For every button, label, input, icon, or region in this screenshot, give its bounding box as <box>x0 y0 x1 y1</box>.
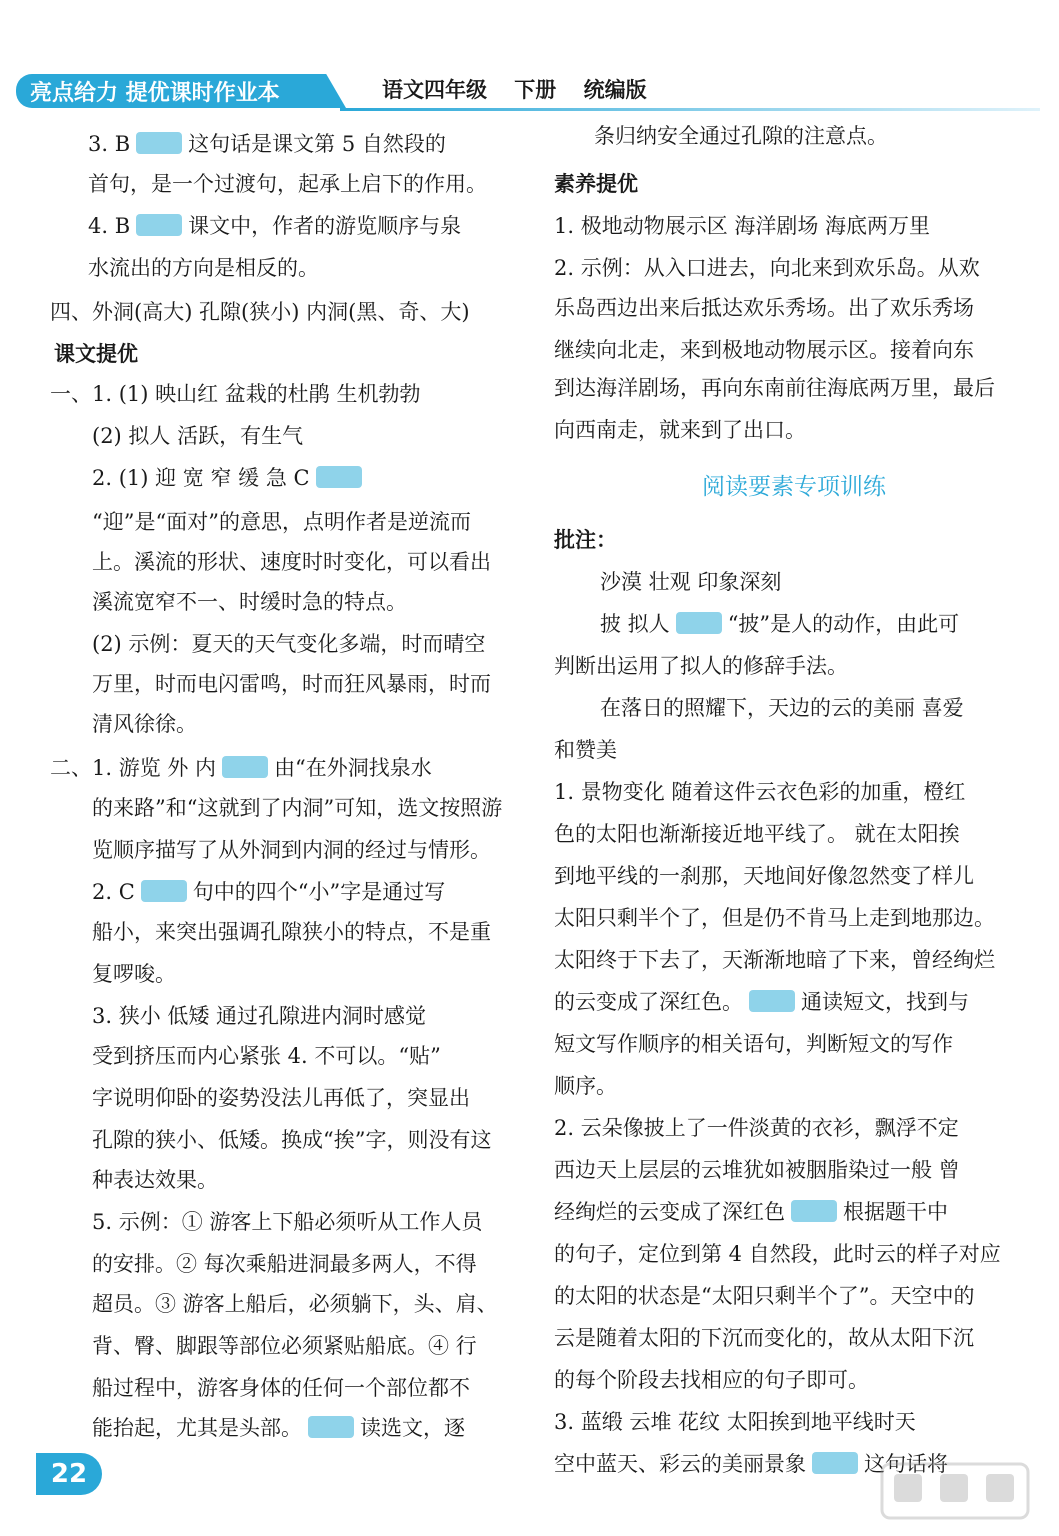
left-line <box>92 1002 426 1030</box>
answer-text: 能抬起，尤其是头部。 <box>92 1416 302 1440</box>
right-line <box>554 1324 974 1352</box>
right-line <box>554 1366 869 1394</box>
right-line <box>554 736 617 764</box>
answer-text: 这句话将 <box>864 1452 948 1476</box>
answer-text: 西边天上层层的云堆犹如被胭脂染过一般 曾 <box>554 1158 960 1182</box>
analysis-tag <box>316 466 362 488</box>
answer-text: 5. 示例：① 游客上下船必须听从工作人员 <box>92 1210 483 1234</box>
answer-text: 首句，是一个过渡句，起承上启下的作用。 <box>88 172 487 196</box>
right-line <box>554 212 930 240</box>
left-line <box>88 170 487 198</box>
brand-title: 亮点给力 提优课时作业本 <box>30 81 280 106</box>
answer-text: 在落日的照耀下，天边的云的美丽 喜爱 <box>600 696 964 720</box>
section-heading: 素养提优 <box>554 172 638 196</box>
left-line <box>92 464 368 492</box>
answer-text: 4. B <box>88 214 131 238</box>
answer-text: 背、臀、脚跟等部位必须紧贴船底。④ 行 <box>92 1334 477 1358</box>
right-line <box>554 778 965 806</box>
left-line <box>92 1166 218 1194</box>
answer-text: 向西南走，就来到了出口。 <box>554 418 806 442</box>
left-line <box>92 548 491 576</box>
answer-text: 1. 极地动物展示区 海洋剧场 海底两万里 <box>554 214 931 238</box>
right-line <box>554 1156 960 1184</box>
header-rule <box>340 108 1040 111</box>
right-line <box>554 1030 953 1058</box>
right-line <box>554 1114 959 1142</box>
left-line <box>54 340 138 368</box>
answer-text: 2. 云朵像披上了一件淡黄的衣衫，飘浮不定 <box>554 1116 959 1140</box>
left-line <box>92 422 303 450</box>
left-line <box>50 298 470 326</box>
analysis-tag <box>791 1200 837 1222</box>
left-line <box>92 918 491 946</box>
answer-text: 云是随着太阳的下沉而变化的，故从太阳下沉 <box>554 1326 974 1350</box>
answer-text: 孔隙的狭小、低矮。换成“挨”字，则没有这 <box>92 1128 492 1152</box>
right-line <box>554 170 638 198</box>
right-line <box>554 988 969 1016</box>
left-line <box>88 254 319 282</box>
left-line <box>92 1042 441 1070</box>
answer-text: 顺序。 <box>554 1074 617 1098</box>
answer-text: 的安排。② 每次乘船进洞最多两人，不得 <box>92 1252 477 1276</box>
answer-text: (2) 示例：夏天的天气变化多端，时而晴空 <box>92 632 486 656</box>
answer-text: 船小，来突出强调孔隙狭小的特点，不是重 <box>92 920 491 944</box>
answer-text: 的句子，定位到第 4 自然段，此时云的样子对应 <box>554 1242 1001 1266</box>
answer-text: 船过程中，游客身体的任何一个部位都不 <box>92 1376 470 1400</box>
answer-text: 继续向北走，来到极地动物展示区。接着向东 <box>554 338 974 362</box>
answer-text: 上。溪流的形状、速度时时变化，可以看出 <box>92 550 491 574</box>
right-line <box>554 652 848 680</box>
answer-text: 沙漠 壮观 印象深刻 <box>600 570 782 594</box>
left-line <box>92 878 445 906</box>
right-line <box>554 1408 916 1436</box>
right-line <box>554 820 960 848</box>
analysis-tag <box>676 612 722 634</box>
left-line <box>92 588 407 616</box>
answer-text: 太阳只剩半个了，但是仍不肯马上走到地那边。 <box>554 906 995 930</box>
answer-text: 乐岛西边出来后抵达欢乐秀场。出了欢乐秀场 <box>554 296 974 320</box>
analysis-tag <box>136 214 182 236</box>
left-line <box>92 794 502 822</box>
answer-text: 复啰唆。 <box>92 962 176 986</box>
analysis-tag <box>749 990 795 1012</box>
answer-text: 3. 狭小 低矮 通过孔隙进内洞时感觉 <box>92 1004 427 1028</box>
answer-text: 课文中，作者的游览顺序与泉 <box>188 214 462 238</box>
answer-text: 由“在外洞找泉水 <box>274 756 432 780</box>
analysis-tag <box>812 1452 858 1474</box>
right-line <box>554 1282 974 1310</box>
right-line <box>554 526 617 554</box>
section-title <box>554 468 1034 501</box>
right-line <box>554 254 980 282</box>
left-line <box>88 212 461 240</box>
answer-text: 3. 蓝缎 云堆 花纹 太阳挨到地平线时天 <box>554 1410 916 1434</box>
answer-text: 二、1. 游览 外 内 <box>50 756 217 780</box>
answer-text: 句中的四个“小”字是通过写 <box>192 880 446 904</box>
page-header <box>0 0 1059 118</box>
right-line <box>554 1198 948 1226</box>
answer-text: 四、外洞(高大) 孔隙(狭小) 内洞(黑、奇、大) <box>50 300 470 324</box>
answer-text: 到达海洋剧场，再向东南前往海底两万里，最后 <box>554 376 995 400</box>
analysis-tag <box>141 880 187 902</box>
answer-text: 的太阳的状态是“太阳只剩半个了”。天空中的 <box>554 1284 975 1308</box>
answer-text: 色的太阳也渐渐接近地平线了。 就在太阳挨 <box>554 822 960 846</box>
left-line <box>50 380 420 408</box>
section-heading: 课文提优 <box>54 342 138 366</box>
answer-text: 溪流宽窄不一、时缓时急的特点。 <box>92 590 407 614</box>
answer-text: 2. 示例：从入口进去，向北来到欢乐岛。从欢 <box>554 256 980 280</box>
answer-text: 万里，时而电闪雷鸣，时而狂风暴雨，时而 <box>92 672 491 696</box>
answer-text: 太阳终于下去了，天渐渐地暗了下来，曾经绚烂 <box>554 948 995 972</box>
right-line <box>554 904 995 932</box>
left-line <box>92 630 485 658</box>
left-line <box>92 1208 482 1236</box>
answer-text: 超员。③ 游客上船后，必须躺下，头、肩、 <box>92 1292 498 1316</box>
answer-text: 字说明仰卧的姿势没法儿再低了，突显出 <box>92 1086 470 1110</box>
answer-text: 1. 景物变化 随着这件云衣色彩的加重，橙红 <box>554 780 966 804</box>
left-line <box>92 1290 498 1318</box>
left-line <box>50 754 432 782</box>
answer-text: 读选文，逐 <box>360 1416 465 1440</box>
answer-text: 清风徐徐。 <box>92 712 197 736</box>
right-line <box>554 1240 1001 1268</box>
right-line <box>594 122 888 150</box>
right-line <box>554 862 974 890</box>
answer-text: 一、1. (1) 映山红 盆栽的杜鹃 生机勃勃 <box>50 382 421 406</box>
watermark-logo <box>880 1462 1030 1520</box>
answer-text: (2) 拟人 活跃，有生气 <box>92 424 304 448</box>
left-line <box>92 960 176 988</box>
answer-text: “迎”是“面对”的意思，点明作者是逆流而 <box>92 510 471 534</box>
left-line <box>92 1126 491 1154</box>
answer-text: 这句话是课文第 5 自然段的 <box>188 132 446 156</box>
left-line <box>92 710 197 738</box>
answer-text: 经绚烂的云变成了深红色 <box>554 1200 785 1224</box>
answer-text: 3. B <box>88 132 131 156</box>
answer-text: 2. C <box>92 880 135 904</box>
answer-text: 的来路”和“这就到了内洞”可知，选文按照游 <box>92 796 503 820</box>
answer-text: 披 拟人 <box>600 612 670 636</box>
answer-text: 短文写作顺序的相关语句，判断短文的写作 <box>554 1032 953 1056</box>
analysis-tag <box>222 756 268 778</box>
right-line <box>554 294 974 322</box>
left-line <box>92 508 471 536</box>
right-line <box>554 416 806 444</box>
right-line <box>600 568 781 596</box>
left-line <box>92 1084 470 1112</box>
answer-text: 根据题干中 <box>843 1200 948 1224</box>
right-line <box>554 336 974 364</box>
answer-text: 条归纳安全通过孔隙的注意点。 <box>594 124 888 148</box>
answer-text: 水流出的方向是相反的。 <box>88 256 319 280</box>
left-line <box>88 130 446 158</box>
book-info: 语文四年级 下册 统编版 <box>382 78 647 102</box>
answer-text: 阅读要素专项训练 <box>702 474 886 500</box>
left-line <box>92 1332 477 1360</box>
answer-text: 览顺序描写了从外洞到内洞的经过与情形。 <box>92 838 491 862</box>
answer-text: 通读短文，找到与 <box>801 990 969 1014</box>
left-line <box>92 1374 470 1402</box>
answer-text: 2. (1) 迎 宽 窄 缓 急 C <box>92 466 310 490</box>
answer-text: 判断出运用了拟人的修辞手法。 <box>554 654 848 678</box>
answer-text: 种表达效果。 <box>92 1168 218 1192</box>
answer-text: 受到挤压而内心紧张 4. 不可以。“贴” <box>92 1044 441 1068</box>
answer-text: “披”是人的动作，由此可 <box>727 612 960 636</box>
left-line <box>92 836 491 864</box>
left-line <box>92 1250 477 1278</box>
right-line <box>554 1072 617 1100</box>
answer-text: 的每个阶段去找相应的句子即可。 <box>554 1368 869 1392</box>
answer-text: 空中蓝天、彩云的美丽景象 <box>554 1452 806 1476</box>
answer-text: 到地平线的一刹那，天地间好像忽然变了样儿 <box>554 864 974 888</box>
left-line <box>92 1414 465 1442</box>
section-heading: 批注： <box>554 528 617 552</box>
right-line <box>554 946 995 974</box>
analysis-tag <box>308 1416 354 1438</box>
page-number: 22 <box>36 1453 102 1495</box>
analysis-tag <box>136 132 182 154</box>
right-line <box>554 374 995 402</box>
right-line <box>600 610 959 638</box>
answer-text: 的云变成了深红色。 <box>554 990 743 1014</box>
answer-text: 和赞美 <box>554 738 617 762</box>
right-line <box>600 694 964 722</box>
left-line <box>92 670 491 698</box>
